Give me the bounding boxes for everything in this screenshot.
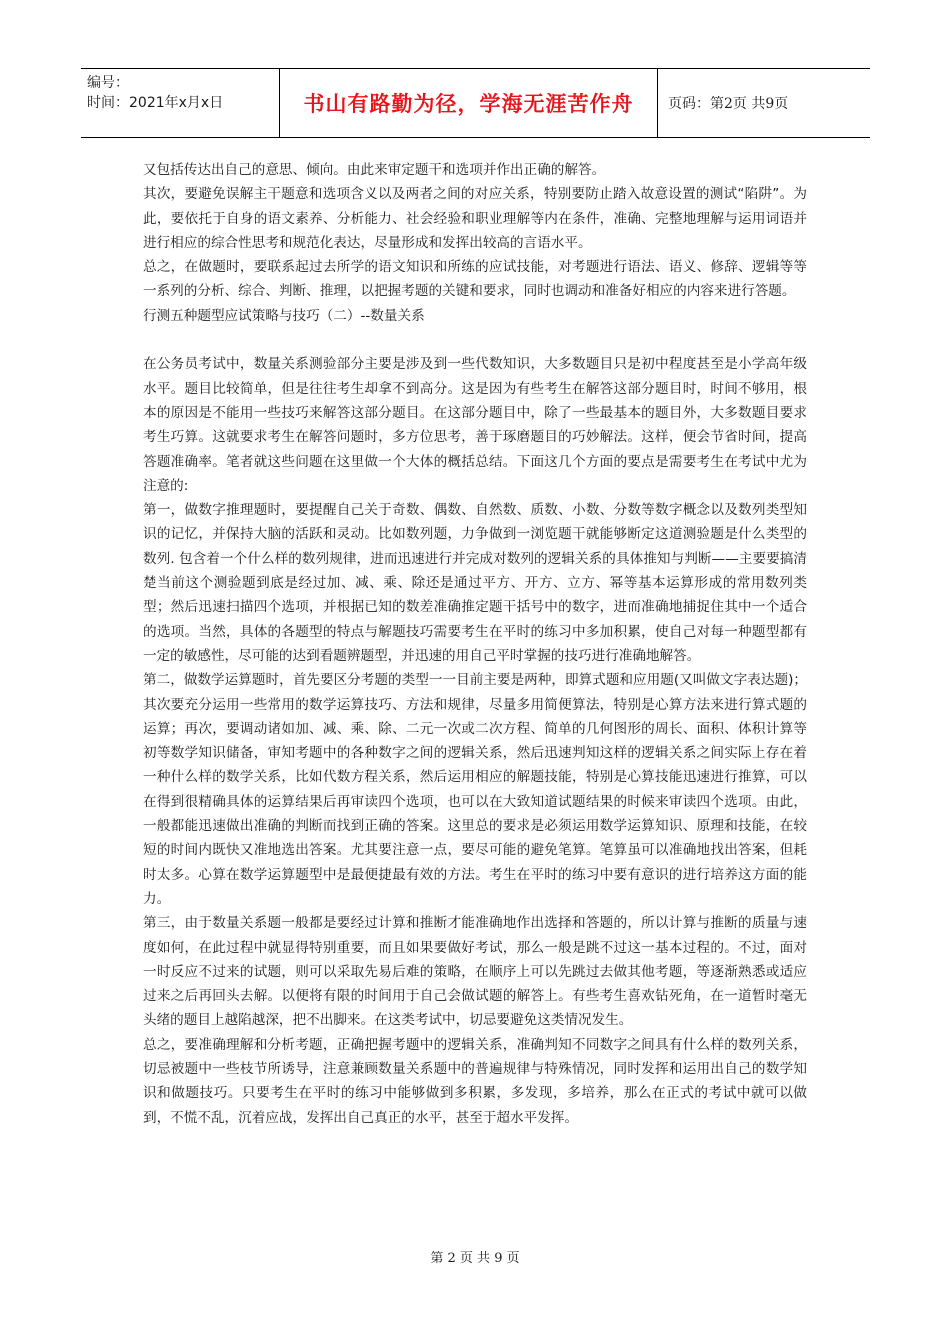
body-paragraph: 在公务员考试中，数量关系测验部分主要是涉及到一些代数知识，大多数题目只是初中程度甚至是小学高年级水平。题目比较简单，但是往往考生却拿不到高分。这是因为有些考生在解答这部分题目时，时间不够用，根本的原因是不能用一些技巧来解答这部分题目。在这部分题目中，除了一些最基本的题目外，大多数题目要求考生巧算。这就要求考生在解答问题时，多方位思考，善于琢磨题目的巧妙解法。这样，便会节省时间，提高答题准确率。笔者就这些问题在这里做一个大体的概括总结。下面这几个方面的要点是需要考生在考试中尤为注意的: (143, 356, 807, 494)
document-number-label: 编号： (87, 75, 129, 91)
body-paragraph: 第一，做数字推理题时，要提醒自己关于奇数、偶数、自然数、质数、小数、分数等数字概念以及数列类型知识的记忆，并保持大脑的活跃和灵动。比如数列题，力争做到一浏览题干就能够断定这道测验题是什么类型的数列. 包含着一个什么样的数列规律，进而迅速进行并完成对数列的逻辑关系的具体推知与判断——主要要搞清楚当前这个测验题到底是经过加、减、乘、除还是通过平方、开方、立方、幂等基本运算形成的常用数列类型；然后迅速扫描四个选项，并根据已知的数差准确推定题干括号中的数字，进而准确地捕捉住其中一个适合的选项。当然，具体的各题型的特点与解题技巧需要考生在平时的练习中多加积累，使自己对每一种题型都有一定的敏感性，尽可能的达到看题辨题型，并迅速的用自己平时掌握的技巧进行准确地解答。 (143, 502, 807, 664)
header-page-label: 页码：第2页 共9页 (668, 96, 789, 112)
document-time-label: 时间：2021年x月x日 (87, 95, 224, 111)
body-paragraph: 第三，由于数量关系题一般都是要经过计算和推断才能准确地作出选择和答题的，所以计算与推断的质量与速度如何，在此过程中就显得特别重要，而且如果要做好考试，那么一般是跳不过这一基本过程的。不过，面对一时反应不过来的试题，则可以采取先易后难的策略，在顺序上可以先跳过去做其他考题，等逐渐熟悉或适应过来之后再回头去解。以便将有限的时间用于自己会做试题的解答上。有些考生喜欢钻死角，在一道暂时毫无头绪的题目上越陷越深，把不出脚来。在这类考试中，切忌要避免这类情况发生。 (143, 915, 807, 1029)
body-paragraph: 又包括传达出自己的意思、倾向。由此来审定题干和选项并作出正确的解答。 (143, 162, 606, 178)
page-footer: 第 2 页 共 9 页 (430, 1251, 520, 1266)
document-body (143, 158, 807, 1130)
paragraph-spacer (143, 328, 807, 352)
section-heading: 行测五种题型应试策略与技巧（二）--数量关系 (143, 307, 425, 324)
page-header (81, 68, 870, 138)
body-paragraph: 第二，做数学运算题时，首先要区分考题的类型一一目前主要是两种，即算式题和应用题(又叫做文字表达题)；其次要充分运用一些常用的数学运算技巧、方法和规律，尽量多用简便算法，特别是心算方法来进行算式题的运算；再次，要调动诸如加、减、乘、除、二元一次或二次方程、简单的几何图形的周长、面积、体积计算等初等数学知识储备，审知考题中的各种数字之间的逻辑关系，然后迅速判知这样的逻辑关系之间实际上存在着一种什么样的数学关系，比如代数方程关系，然后运用相应的解题技能，特别是心算技能迅速进行推算，可以在得到很精确具体的运算结果后再审读四个选项，也可以在大致知道试题结果的时候来审读四个选项。由此，一般都能迅速做出准确的判断而找到正确的答案。这里总的要求是必须运用数学运算知识、原理和技能，在较短的时间内既快又准地选出答案。尤其要注意一点，要尽可能的避免笔算。笔算虽可以准确地找出答案，但耗时太多。心算在数学运算题型中是最便捷最有效的方法。考生在平时的练习中要有意识的进行培养这方面的能力。 (143, 672, 807, 907)
header-meta (81, 69, 280, 137)
body-paragraph: 总之，在做题时，要联系起过去所学的语文知识和所练的应试技能，对考题进行语法、语义、修辞、逻辑等等一系列的分析、综合、判断、推理，以把握考题的关键和要求，同时也调动和准备好相应的内容来进行答题。 (143, 259, 807, 300)
body-paragraph: 其次，要避免误解主干题意和选项含义以及两者之间的对应关系，特别要防止踏入故意设置的测试“陷阱”。为此，要依托于自身的语文素养、分析能力、社会经验和职业理解等内在条件，准确、完整地理解与运用词语并进行相应的综合性思考和规范化表达，尽量形成和发挥出较高的言语水平。 (143, 186, 807, 251)
body-paragraph: 总之，要准确理解和分析考题，正确把握考题中的逻辑关系，准确判知不同数字之间具有什么样的数列关系，切忌被题中一些枝节所诱导，注意兼顾数量关系题中的普遍规律与特殊情况，同时发挥和运用出自己的数学知识和做题技巧。只要考生在平时的练习中能够做到多积累，多发现，多培养，那么在正式的考试中就可以做到，不慌不乱，沉着应战，发挥出自己真正的水平，甚至于超水平发挥。 (143, 1036, 807, 1126)
header-motto: 书山有路勤为径，学海无涯苦作舟 (280, 69, 658, 137)
